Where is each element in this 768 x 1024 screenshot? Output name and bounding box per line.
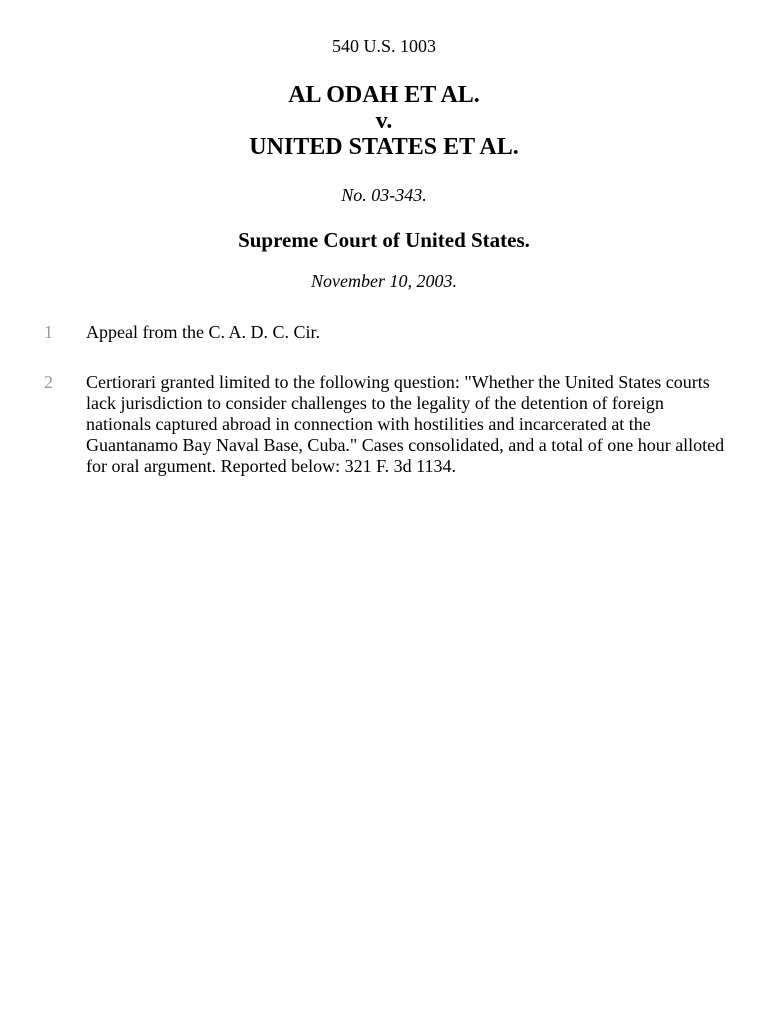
paragraph-text: Appeal from the C. A. D. C. Cir. bbox=[86, 322, 320, 342]
paragraph-number: 1 bbox=[44, 322, 53, 342]
docket-number: No. 03-343. bbox=[341, 185, 427, 205]
case-parties bbox=[0, 82, 768, 160]
case-citation: 540 U.S. 1003 bbox=[331, 36, 436, 56]
court-name: Supreme Court of United States. bbox=[238, 228, 530, 252]
party-respondent: UNITED STATES ET AL. bbox=[249, 134, 519, 160]
decision-date: November 10, 2003. bbox=[311, 271, 457, 291]
party-petitioner: AL ODAH ET AL. bbox=[288, 82, 480, 108]
paragraph-text: Certiorari granted limited to the following question: "Whether the United States courts lack jurisdiction to consider challenges to the legality of the detention of foreign nationals captured abroad in connection with hostilities and incarcerated at the Guantanamo Bay Naval Base, Cuba." Cases consolidated, and a total of one hour alloted for oral argument. Reported below: 321 F. 3d 1134. bbox=[86, 372, 725, 476]
versus-label: v. bbox=[375, 108, 393, 134]
paragraph-number: 2 bbox=[44, 372, 53, 392]
